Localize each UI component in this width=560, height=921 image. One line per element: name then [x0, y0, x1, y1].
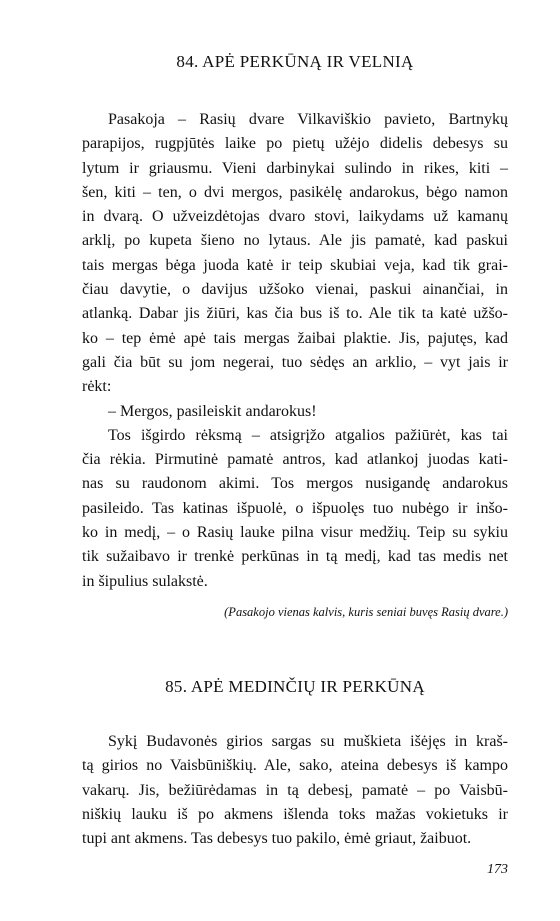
text-line: ko – tep ėmė apė tais mergas žaibai plaktie. Jis, pajutęs, kad	[82, 329, 508, 347]
text-line: in šipulius sulakstė.	[82, 572, 208, 590]
text-line: in dvarą. O užveizdėtojas dvaro stovi, laikydams už kamanų	[82, 208, 508, 226]
section-84-paragraph-1	[82, 108, 508, 594]
text-line: nas su raudonom akimi. Tos mergos nusigandę andarokus	[82, 475, 508, 493]
text-line: Pasakoja – Rasių dvare Vilkaviškio pavieto, Bartnykų	[108, 111, 508, 128]
text-line: vakarų. Jis, bežiūrėdamas in tą debesį, pamatė – po Vaisbū-	[82, 781, 508, 799]
text-line: arklį, po kupeta šieno no lytaus. Ale jis pamatė, kad paskui	[82, 232, 508, 250]
text-line: atlanką. Dabar jis žiūri, kas čia bus iš to. Ale tik ta katė užšo-	[82, 305, 508, 323]
text-line: Sykį Budavonės girios sargas su muškieta išėjęs in kraš-	[108, 733, 508, 750]
text-line: rėkt:	[82, 378, 112, 396]
text-line: šen, kiti – ten, o dvi mergos, pasikėlę andarokus, bėgo namon	[82, 183, 508, 201]
text-line: gali čia būt su jom negerai, tuo sėdęs an arklio, – vyt jais ir	[82, 353, 508, 371]
text-line: pasileido. Tas katinas išpuolė, o išpuolęs tuo nubėgo ir inšo-	[82, 499, 508, 517]
section-85-paragraph-1	[82, 730, 508, 851]
dialogue-line: – Mergos, pasileiskit andarokus!	[108, 402, 317, 420]
text-line: tik sužaibavo ir trenkė perkūnas in tą medį, kad tas medis net	[82, 548, 508, 566]
text-line: čiau davytie, o davijus užšoko vienai, paskui ainančiai, in	[82, 281, 508, 299]
text-line: tais mergas bėga juoda katė ir teip skubiai veja, kad tik grai-	[82, 256, 508, 274]
text-line: tą girios no Vaisbūniškių. Ale, sako, ateina debesys iš kampo	[82, 757, 508, 775]
text-line: Tos išgirdo rėksmą – atsigrįžo atgalios pažiūrėt, kas tai	[108, 426, 508, 444]
text-line: lytum ir griausmu. Vieni darbinykai sulindo in rikes, kiti –	[82, 159, 508, 177]
text-line: čia rėkia. Pirmutinė pamatė antros, kad atlankoj juodas kati-	[82, 451, 508, 469]
text-line: niškių lauku iš po akmens išlenda toks mažas vokietuks ir	[82, 805, 508, 823]
text-line: ko in medį, – o Rasių lauke pilna visur medžių. Teip su sykiu	[82, 524, 508, 542]
source-note: (Pasakojo vienas kalvis, kuris seniai buvęs Rasių dvare.)	[224, 605, 508, 619]
section-title-84: 84. APĖ PERKŪNĄ IR VELNIĄ	[176, 52, 414, 71]
text-line: tupi ant akmens. Tas debesys tuo pakilo, ėmė griaut, žaibuot.	[82, 830, 472, 848]
page-number: 173	[487, 862, 508, 877]
text-line: parapijos, rugpjūtės laike po pietų užėjo didelis debesys su	[82, 135, 508, 153]
section-title-85: 85. APĖ MEDINČIŲ IR PERKŪNĄ	[165, 677, 425, 696]
